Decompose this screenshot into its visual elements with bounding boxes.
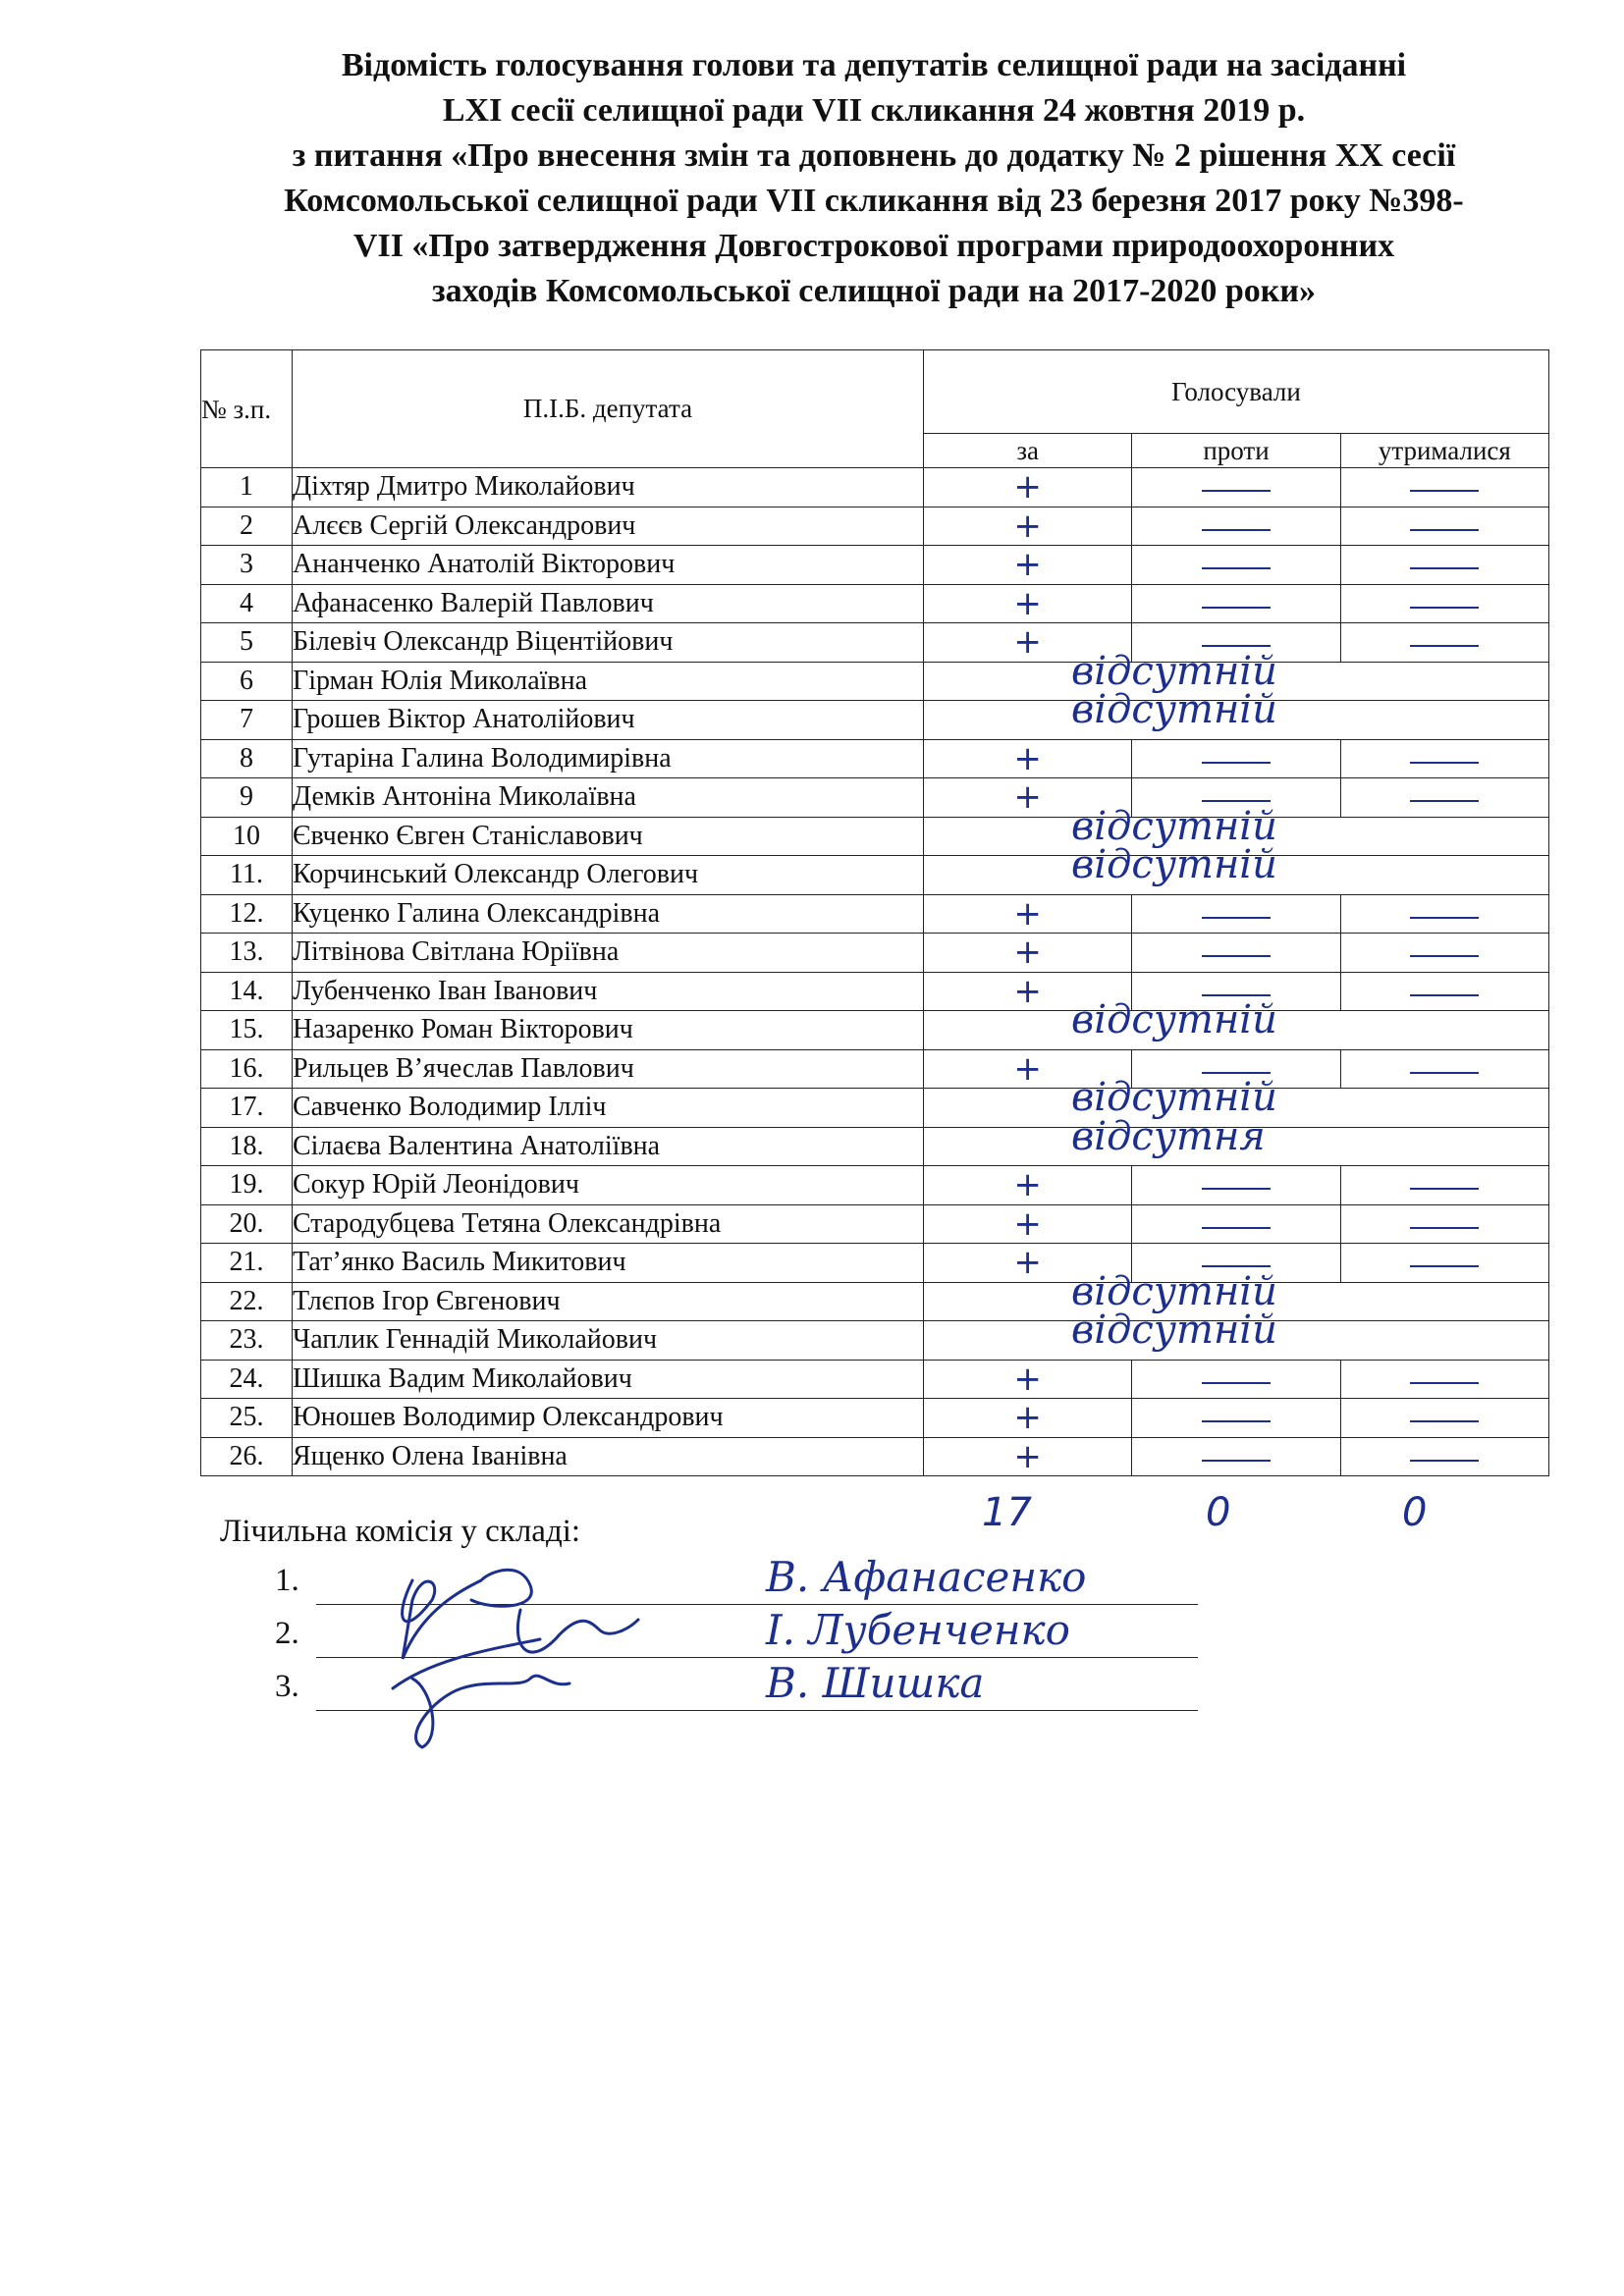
dash-mark <box>1410 1227 1479 1229</box>
deputy-name: Білевіч Олександр Віцентійович <box>293 623 924 663</box>
plus-mark: + <box>1013 1398 1042 1438</box>
title-line-1: Відомість голосування голови та депутатів селищної ради на засіданні <box>341 47 1407 83</box>
vote-against-cell <box>1132 507 1340 546</box>
dash-mark <box>1410 917 1479 919</box>
dash-mark <box>1410 1072 1479 1074</box>
vote-abstained-cell <box>1340 972 1548 1011</box>
vote-against-cell <box>1132 739 1340 778</box>
deputy-name: Юношев Володимир Олександрович <box>293 1399 924 1438</box>
dash-mark <box>1202 567 1271 569</box>
dash-mark <box>1202 607 1271 609</box>
deputy-name: Корчинський Олександр Олегович <box>293 856 924 895</box>
row-number: 10 <box>201 817 293 856</box>
deputy-name: Стародубцева Тетяна Олександрівна <box>293 1204 924 1244</box>
vote-abstained-cell <box>1340 623 1548 663</box>
dash-mark <box>1202 1265 1271 1267</box>
table-row <box>201 1204 1549 1244</box>
vote-against-cell <box>1132 1166 1340 1205</box>
dash-mark <box>1202 955 1271 957</box>
dash-mark <box>1202 1072 1271 1074</box>
vote-abstained-cell <box>1340 894 1548 934</box>
deputy-name: Назаренко Роман Вікторович <box>293 1011 924 1050</box>
vote-for-cell <box>924 894 1132 934</box>
row-number: 1 <box>201 468 293 507</box>
commission-label: Лічильна комісія у складі: <box>220 1514 581 1549</box>
header-abstained: утрималися <box>1340 434 1548 468</box>
header-for: за <box>924 434 1132 468</box>
title-line-5: VII «Про затвердження Довгострокової програми природоохоронних <box>352 228 1395 264</box>
deputy-name: Сокур Юрій Леонідович <box>293 1166 924 1205</box>
member-name: В. Шишка <box>766 1659 985 1707</box>
row-number: 2 <box>201 507 293 546</box>
dash-mark <box>1202 800 1271 802</box>
row-number: 18. <box>201 1127 293 1166</box>
member-number: 1. <box>275 1563 299 1598</box>
dash-mark <box>1202 1382 1271 1384</box>
absent-cell <box>924 842 1549 895</box>
vote-for-cell <box>924 546 1132 585</box>
title-line-6: заходів Комсомольської селищної ради на 2017-2020 роки» <box>432 273 1316 309</box>
dash-mark <box>1202 1420 1271 1422</box>
header-voted: Голосували <box>924 350 1549 434</box>
vote-for-cell <box>924 739 1132 778</box>
table-row <box>201 1437 1549 1476</box>
row-number: 5 <box>201 623 293 663</box>
vote-abstained-cell <box>1340 1437 1548 1476</box>
plus-mark: + <box>1013 1436 1042 1476</box>
vote-against-cell <box>1132 1360 1340 1399</box>
row-number: 22. <box>201 1282 293 1321</box>
vote-against-cell <box>1132 468 1340 507</box>
plus-mark: + <box>1013 893 1042 934</box>
deputy-name: Гутаріна Галина Володимирівна <box>293 739 924 778</box>
member-name: І. Лубенченко <box>766 1606 1070 1654</box>
row-number: 17. <box>201 1089 293 1128</box>
title-line-3: з питання «Про внесення змін та доповнень до додатку № 2 рішення XX сесії <box>292 137 1456 174</box>
dash-mark <box>1410 800 1479 802</box>
deputy-name: Афанасенко Валерій Павлович <box>293 584 924 623</box>
absent-note: відсутній <box>1071 1075 1277 1120</box>
deputy-name: Грошев Віктор Анатолійович <box>293 701 924 740</box>
deputy-name: Літвінова Світлана Юріївна <box>293 934 924 973</box>
dash-mark <box>1410 567 1479 569</box>
vote-for-cell <box>924 507 1132 546</box>
row-number: 24. <box>201 1360 293 1399</box>
dash-mark <box>1410 1420 1479 1422</box>
total-for: 17 <box>982 1490 1032 1535</box>
plus-mark: + <box>1013 933 1042 973</box>
deputy-name: Алєєв Сергій Олександрович <box>293 507 924 546</box>
dash-mark <box>1410 762 1479 764</box>
dash-mark <box>1202 917 1271 919</box>
absent-note: відсутній <box>1071 687 1277 732</box>
voting-table <box>200 349 1549 1476</box>
vote-abstained-cell <box>1340 1166 1548 1205</box>
dash-mark <box>1410 529 1479 531</box>
vote-abstained-cell <box>1340 1360 1548 1399</box>
table-row <box>201 468 1549 507</box>
table-row <box>201 1011 1549 1050</box>
absent-cell <box>924 1308 1549 1361</box>
dash-mark <box>1202 762 1271 764</box>
member-name: В. Афанасенко <box>766 1553 1087 1601</box>
table-row <box>201 1166 1549 1205</box>
vote-abstained-cell <box>1340 507 1548 546</box>
header-number: № з.п. <box>201 350 293 468</box>
plus-mark: + <box>1013 1243 1042 1283</box>
absent-cell <box>924 997 1549 1050</box>
plus-mark: + <box>1013 1048 1042 1089</box>
vote-against-cell <box>1132 894 1340 934</box>
row-number: 3 <box>201 546 293 585</box>
deputy-name: Куценко Галина Олександрівна <box>293 894 924 934</box>
title-line-2: LXI сесії селищної ради VII скликання 24 жовтня 2019 р. <box>442 92 1306 129</box>
dash-mark <box>1202 529 1271 531</box>
dash-mark <box>1410 1188 1479 1190</box>
absent-note: відсутня <box>1071 1113 1266 1159</box>
vote-against-cell <box>1132 1399 1340 1438</box>
plus-mark: + <box>1013 467 1042 507</box>
total-against: 0 <box>1206 1490 1231 1535</box>
table-row <box>201 1089 1549 1128</box>
row-number: 14. <box>201 972 293 1011</box>
row-number: 25. <box>201 1399 293 1438</box>
row-number: 23. <box>201 1321 293 1361</box>
deputy-name: Савченко Володимир Ілліч <box>293 1089 924 1128</box>
table-row <box>201 1127 1549 1166</box>
table-row <box>201 817 1549 856</box>
table-row <box>201 894 1549 934</box>
table-row <box>201 662 1549 701</box>
row-number: 13. <box>201 934 293 973</box>
plus-mark: + <box>1013 622 1042 663</box>
table-row <box>201 1360 1549 1399</box>
deputy-name: Чаплик Геннадій Миколайович <box>293 1321 924 1361</box>
vote-abstained-cell <box>1340 739 1548 778</box>
table-row <box>201 934 1549 973</box>
plus-mark: + <box>1013 1359 1042 1399</box>
vote-for-cell <box>924 1166 1132 1205</box>
row-number: 12. <box>201 894 293 934</box>
vote-abstained-cell <box>1340 1049 1548 1089</box>
handwritten-signatures <box>373 1541 668 1757</box>
row-number: 20. <box>201 1204 293 1244</box>
vote-for-cell <box>924 1437 1132 1476</box>
deputy-name: Ященко Олена Іванівна <box>293 1437 924 1476</box>
vote-against-cell <box>1132 934 1340 973</box>
vote-abstained-cell <box>1340 1399 1548 1438</box>
row-number: 21. <box>201 1244 293 1283</box>
dash-mark <box>1202 994 1271 996</box>
row-number: 4 <box>201 584 293 623</box>
vote-against-cell <box>1132 584 1340 623</box>
deputy-name: Гірман Юлія Миколаївна <box>293 662 924 701</box>
table-row <box>201 701 1549 740</box>
table-row <box>201 507 1549 546</box>
row-number: 9 <box>201 778 293 818</box>
dash-mark <box>1202 1227 1271 1229</box>
table-row <box>201 1049 1549 1089</box>
dash-mark <box>1202 645 1271 647</box>
plus-mark: + <box>1013 506 1042 546</box>
row-number: 7 <box>201 701 293 740</box>
deputy-name: Євченко Євген Станіславович <box>293 817 924 856</box>
absent-note: відсутній <box>1071 997 1277 1042</box>
deputy-name: Тлєпов Ігор Євгенович <box>293 1282 924 1321</box>
table-row <box>201 972 1549 1011</box>
table-row <box>201 778 1549 818</box>
title-line-4: Комсомольської селищної ради VII скликання від 23 березня 2017 року №398- <box>284 183 1464 219</box>
absent-note: відсутній <box>1071 842 1277 887</box>
table-row <box>201 546 1549 585</box>
vote-against-cell <box>1132 546 1340 585</box>
row-number: 19. <box>201 1166 293 1205</box>
table-row <box>201 856 1549 895</box>
dash-mark <box>1202 1460 1271 1462</box>
vote-for-cell <box>924 1399 1132 1438</box>
absent-note: відсутній <box>1071 803 1277 849</box>
member-number: 2. <box>275 1616 299 1651</box>
row-number: 8 <box>201 739 293 778</box>
vote-against-cell <box>1132 1204 1340 1244</box>
table-body <box>201 468 1549 1476</box>
table-row <box>201 623 1549 663</box>
deputy-name: Лубенченко Іван Іванович <box>293 972 924 1011</box>
deputy-name: Тат’янко Василь Микитович <box>293 1244 924 1283</box>
plus-mark: + <box>1013 1203 1042 1244</box>
table-row <box>201 584 1549 623</box>
vote-abstained-cell <box>1340 1244 1548 1283</box>
dash-mark <box>1410 955 1479 957</box>
plus-mark: + <box>1013 738 1042 778</box>
vote-abstained-cell <box>1340 546 1548 585</box>
vote-abstained-cell <box>1340 584 1548 623</box>
vote-abstained-cell <box>1340 778 1548 818</box>
vote-for-cell <box>924 584 1132 623</box>
dash-mark <box>1410 994 1479 996</box>
total-abstained: 0 <box>1402 1490 1428 1535</box>
deputy-name: Шишка Вадим Миколайович <box>293 1360 924 1399</box>
dash-mark <box>1410 1382 1479 1384</box>
plus-mark: + <box>1013 545 1042 585</box>
table-row <box>201 1399 1549 1438</box>
vote-abstained-cell <box>1340 934 1548 973</box>
header-name: П.І.Б. депутата <box>293 350 924 468</box>
row-number: 11. <box>201 856 293 895</box>
row-number: 26. <box>201 1437 293 1476</box>
row-number: 15. <box>201 1011 293 1050</box>
vote-against-cell <box>1132 1437 1340 1476</box>
deputy-name: Діхтяр Дмитро Миколайович <box>293 468 924 507</box>
dash-mark <box>1410 645 1479 647</box>
dash-mark <box>1202 1188 1271 1190</box>
plus-mark: + <box>1013 777 1042 818</box>
dash-mark <box>1410 1460 1479 1462</box>
deputy-name: Рильцев В’ячеслав Павлович <box>293 1049 924 1089</box>
vote-for-cell <box>924 1360 1132 1399</box>
absent-note: відсутній <box>1071 648 1277 694</box>
plus-mark: + <box>1013 583 1042 623</box>
dash-mark <box>1410 1265 1479 1267</box>
table-row <box>201 1282 1549 1321</box>
document-title <box>216 43 1532 314</box>
plus-mark: + <box>1013 971 1042 1011</box>
header-against: проти <box>1132 434 1340 468</box>
vote-abstained-cell <box>1340 468 1548 507</box>
dash-mark <box>1410 490 1479 492</box>
deputy-name: Демків Антоніна Миколаївна <box>293 778 924 818</box>
dash-mark <box>1202 490 1271 492</box>
member-number: 3. <box>275 1669 299 1704</box>
table-row <box>201 1244 1549 1283</box>
dash-mark <box>1410 607 1479 609</box>
row-number: 6 <box>201 662 293 701</box>
row-number: 16. <box>201 1049 293 1089</box>
vote-for-cell <box>924 1204 1132 1244</box>
deputy-name: Сілаєва Валентина Анатоліївна <box>293 1127 924 1166</box>
vote-for-cell <box>924 468 1132 507</box>
vote-abstained-cell <box>1340 1204 1548 1244</box>
table-row <box>201 739 1549 778</box>
absent-cell <box>924 1113 1549 1166</box>
plus-mark: + <box>1013 1165 1042 1205</box>
deputy-name: Ананченко Анатолій Вікторович <box>293 546 924 585</box>
absent-note: відсутній <box>1071 1308 1277 1353</box>
table-row <box>201 1321 1549 1361</box>
absent-cell <box>924 687 1549 740</box>
absent-note: відсутній <box>1071 1268 1277 1314</box>
vote-for-cell <box>924 934 1132 973</box>
